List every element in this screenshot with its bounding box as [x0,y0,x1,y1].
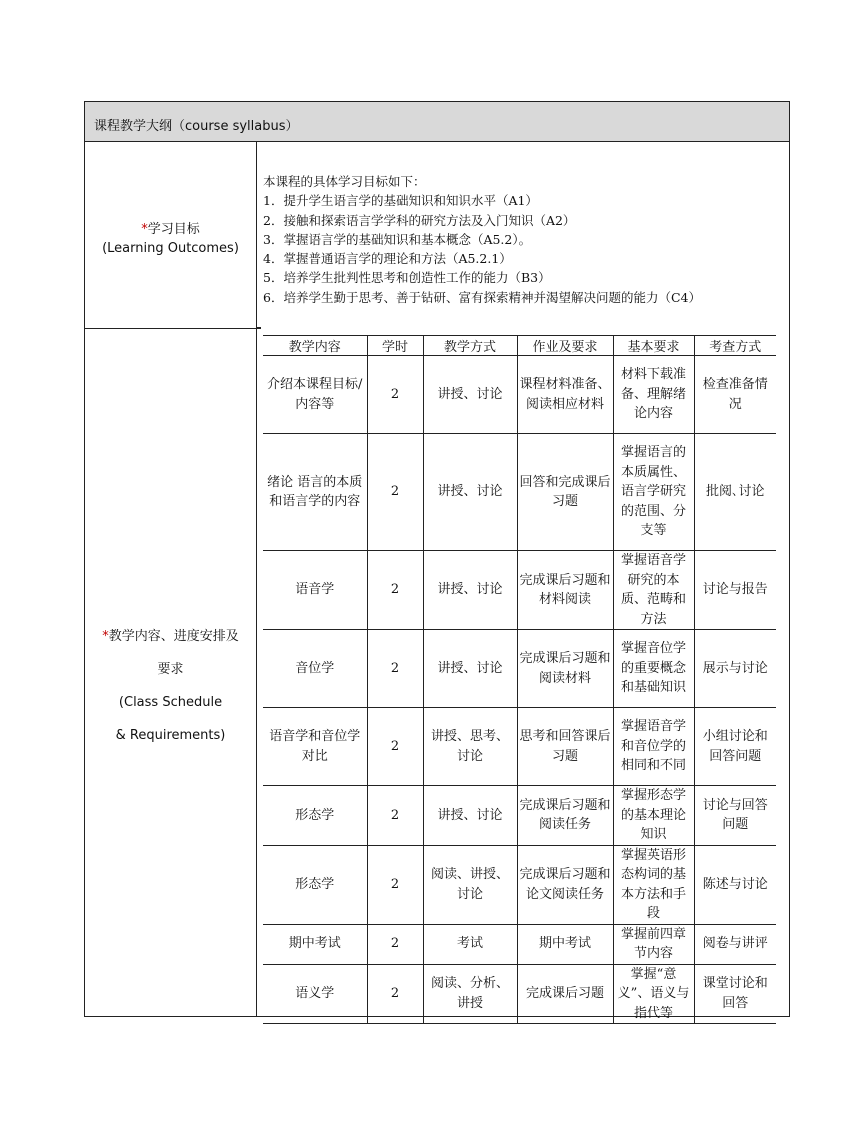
table-cell: 材料下载准备、理解绪论内容 [613,356,694,434]
table-cell: 讲授、思考、讨论 [423,708,517,786]
column-header: 作业及要求 [517,336,613,356]
schedule-label-en-1: (Class Schedule [118,695,223,710]
table-cell: 完成课后习题 [517,964,613,1024]
table-cell: 2 [367,924,423,964]
schedule-header-row [263,336,776,356]
column-header: 教学内容 [263,336,367,356]
table-cell: 2 [367,434,423,551]
table-cell: 讨论与报告 [694,551,776,630]
table-cell: 讲授、讨论 [423,786,517,846]
table-cell: 阅读、分析、讲授 [423,964,517,1024]
table-row [263,786,776,846]
table-row [263,964,776,1024]
learning-outcome-item: 2．接触和探索语言学学科的研究方法及入门知识（A2） [263,212,576,228]
schedule-label [85,620,256,752]
table-cell: 期中考试 [517,924,613,964]
table-cell: 掌握“意义”、语义与指代等 [613,964,694,1024]
table-cell: 掌握英语形态构词的基本方法和手段 [613,845,694,924]
table-cell: 完成课后习题和论文阅读任务 [517,845,613,924]
column-header: 学时 [367,336,423,356]
required-star: * [141,222,148,237]
table-cell: 展示与讨论 [694,630,776,708]
table-cell: 陈述与讨论 [694,845,776,924]
table-row [263,845,776,924]
table-cell: 2 [367,964,423,1024]
table-cell: 课堂讨论和回答 [694,964,776,1024]
required-star: * [102,629,109,644]
table-cell: 掌握音位学的重要概念和基础知识 [613,630,694,708]
learning-outcome-item: 1．提升学生语言学的基础知识和知识水平（A1） [263,193,538,209]
table-cell: 语义学 [263,964,367,1024]
column-divider [256,142,257,1017]
table-cell: 完成课后习题和材料阅读 [517,551,613,630]
column-header: 教学方式 [423,336,517,356]
schedule-table [263,335,776,1024]
table-row [263,924,776,964]
table-row [263,356,776,434]
table-cell: 2 [367,708,423,786]
table-cell: 思考和回答课后习题 [517,708,613,786]
table-cell: 掌握语音学和音位学的相同和不同 [613,708,694,786]
table-cell: 2 [367,356,423,434]
table-cell: 音位学 [263,630,367,708]
table-cell: 阅读、讲授、讨论 [423,845,517,924]
table-cell: 掌握语言的本质属性、语言学研究的范围、分支等 [613,434,694,551]
table-cell: 检查准备情况 [694,356,776,434]
table-cell: 2 [367,551,423,630]
table-row [263,708,776,786]
learning-outcomes-label [85,220,256,258]
table-row [263,630,776,708]
schedule-label-cn-1: 教学内容、进度安排及 [108,629,239,644]
column-header: 基本要求 [613,336,694,356]
table-cell: 掌握形态学的基本理论知识 [613,786,694,846]
learning-outcome-item: 3．掌握语言学的基础知识和基本概念（A5.2）。 [263,231,532,247]
syllabus-title: 课程教学大纲（course syllabus） [94,119,299,134]
table-cell: 2 [367,845,423,924]
table-cell: 完成课后习题和阅读任务 [517,786,613,846]
table-cell: 掌握语音学研究的本质、范畴和方法 [613,551,694,630]
divider-stub [257,327,261,329]
learning-outcomes-label-cn: 学习目标 [147,222,200,237]
table-row [263,551,776,630]
table-cell: 语音学 [263,551,367,630]
learning-outcomes-list [263,172,701,307]
learning-outcome-item: 6．培养学生勤于思考、善于钻研、富有探索精神并渴望解决问题的能力（C4） [263,289,701,305]
table-cell: 掌握前四章节内容 [613,924,694,964]
table-cell: 期中考试 [263,924,367,964]
table-cell: 讲授、讨论 [423,630,517,708]
learning-outcome-item: 5．培养学生批判性思考和创造性工作的能力（B3） [263,270,551,286]
column-header: 考查方式 [694,336,776,356]
table-cell: 介绍本课程目标/内容等 [263,356,367,434]
learning-outcomes-label-en: (Learning Outcomes) [102,241,239,256]
schedule-label-en-2: & Requirements) [115,728,226,743]
table-cell: 阅卷与讲评 [694,924,776,964]
table-cell: 2 [367,630,423,708]
table-row [263,434,776,551]
table-cell: 形态学 [263,786,367,846]
table-cell: 课程材料准备、阅读相应材料 [517,356,613,434]
learning-outcome-item: 4．掌握普通语言学的理论和方法（A5.2.1） [263,251,512,267]
table-cell: 讲授、讨论 [423,551,517,630]
table-cell: 讨论与回答问题 [694,786,776,846]
table-cell: 讲授、讨论 [423,356,517,434]
table-cell: 回答和完成课后习题 [517,434,613,551]
table-cell: 完成课后习题和阅读材料 [517,630,613,708]
table-cell: 小组讨论和回答问题 [694,708,776,786]
row-divider [85,328,256,329]
table-cell: 批阅､讨论 [694,434,776,551]
table-cell: 讲授、讨论 [423,434,517,551]
syllabus-table [84,101,790,1021]
table-cell: 考试 [423,924,517,964]
table-cell: 2 [367,786,423,846]
table-cell: 形态学 [263,845,367,924]
syllabus-header [85,102,789,142]
schedule-label-cn-2: 要求 [157,662,184,677]
learning-outcomes-intro: 本课程的具体学习目标如下： [263,174,426,189]
table-cell: 语音学和音位学对比 [263,708,367,786]
table-cell: 绪论 语言的本质和语言学的内容 [263,434,367,551]
